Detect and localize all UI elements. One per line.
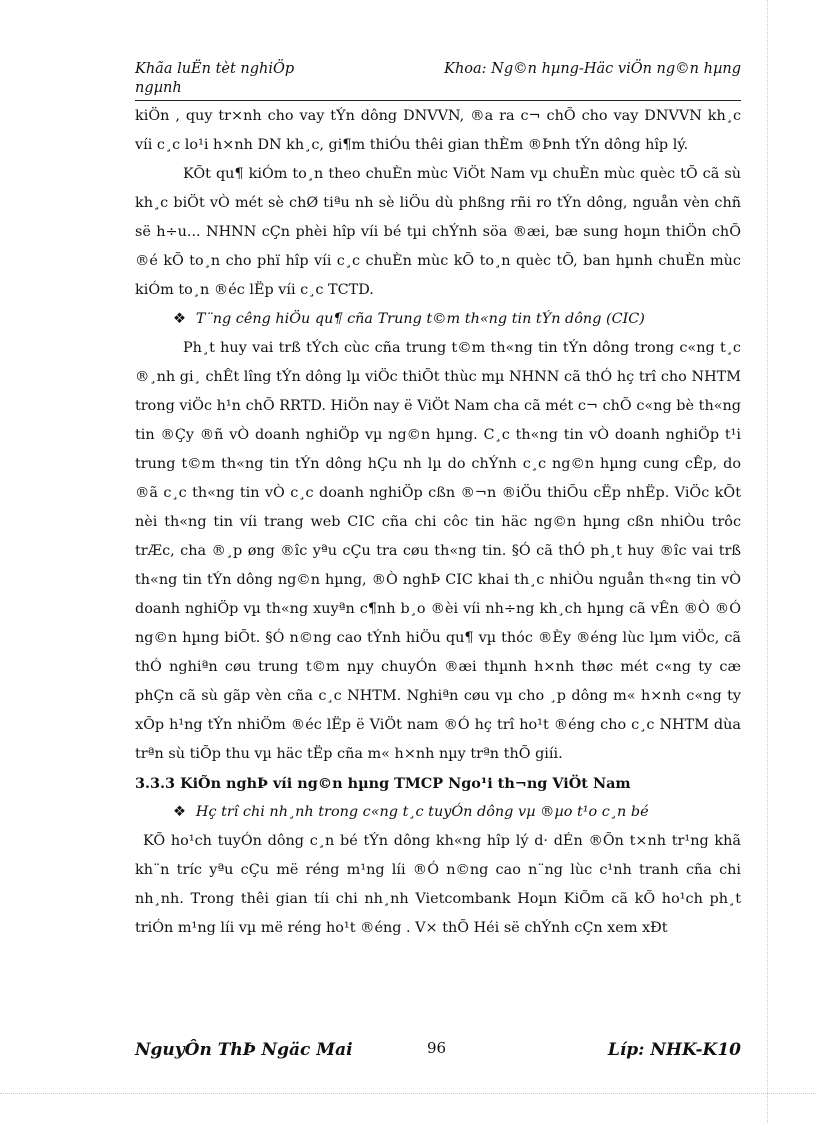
header-faculty: Khoa: Ng©n hµng-Häc viÖn ng©n hµng	[444, 61, 741, 77]
header-thesis-title: Khãa luËn tèt nghiÖp ngµnh	[135, 61, 295, 96]
bullet-heading-cic	[135, 305, 741, 334]
page-margin-line-vertical	[767, 0, 768, 1123]
page-margin-line-horizontal	[0, 1093, 816, 1094]
section-heading: 3.3.3 KiÕn nghÞ víi ng©n hµng TMCP Ngo¹i th¬ng ViÖt Nam	[135, 775, 631, 792]
paragraph-continued: kiÖn , quy tr×nh cho vay tÝn dông DNVVN, ®a ra c¬ chÕ cho vay DNVVN kh¸c víi c¸c lo¹i h×nh DN kh¸c, gi¶m thiÓu thêi gian thÈm ®Þnh tÝn dông hîp lý.	[135, 108, 741, 153]
bullet-heading-cic-text: T¨ng cêng hiÖu qu¶ cña Trung t©m th«ng tin tÝn dông (CIC)	[195, 311, 645, 327]
header-divider	[135, 100, 741, 101]
page-body	[135, 102, 741, 943]
footer-page-number: 96	[427, 1039, 447, 1057]
diamond-bullet-icon: ❖	[173, 311, 186, 327]
diamond-bullet-icon: ❖	[173, 804, 186, 820]
paragraph-audit-standards: KÕt qu¶ kiÓm to¸n theo chuÈn mùc ViÖt Nam vµ chuÈn mùc quèc tÕ cã sù kh¸c biÖt vÒ mét sè chØ tiªu nh sè liÖu dù phßng rñi ro tÝn dông, nguån vèn chñ së h÷u... NHNN cÇn phèi hîp víi bé tµi chÝnh söa ®æi, bæ sung hoµn thiÖn chÕ ®é kÕ to¸n cho phï hîp víi c¸c chuÈn mùc kÕ to¸n quèc tÕ, ban hµnh chuÈn mùc kiÓm to¸n ®éc lËp víi c¸c TCTD.	[135, 166, 741, 298]
footer-author: NguyÔn ThÞ Ngäc Mai	[135, 1040, 353, 1060]
footer-class: Líp: NHK-K10	[607, 1040, 741, 1060]
paragraph-cic: Ph¸t huy vai trß tÝch cùc cña trung t©m th«ng tin tÝn dông trong c«ng t¸c ®¸nh gi¸ chÊt lîng tÝn dông lµ viÖc thiÕt thùc mµ NHNN cã thÓ hç trî cho NHTM trong viÖc h¹n chÕ RRTD. HiÖn nay ë ViÖt Nam cha cã mét c¬ chÕ c«ng bè th«ng tin ®Çy ®ñ vÒ doanh nghiÖp vµ ng©n hµng. C¸c th«ng tin vÒ doanh nghiÖp t¹i trung t©m th«ng tin tÝn dông hÇu nh lµ do chÝnh c¸c ng©n hµng cung cÊp, do ®ã c¸c th«ng tin vÒ c¸c doanh nghiÖp cßn ®¬n ®iÖu thiÕu cËp nhËp. ViÖc kÕt nèi th«ng tin víi trang web CIC cña chi côc tin häc ng©n hµng cßn nhiÒu trôc trÆc, cha ®¸p øng ®îc yªu cÇu tra cøu th«ng tin. §Ó cã thÓ ph¸t huy ®îc vai trß th«ng tin tÝn dông ng©n hµng, ®Ò nghÞ CIC khai th¸c nhiÒu nguån th«ng tin vÒ doanh nghiÖp vµ th«ng xuyªn c¶nh b¸o ®èi víi nh÷ng kh¸ch hµng cã vÊn ®Ò ®Ó ng©n hµng biÕt. §Ó n©ng cao tÝnh hiÖu qu¶ vµ thóc ®Èy ®éng lùc lµm viÖc, cã thÓ nghiªn cøu trung t©m nµy chuyÓn ®æi thµnh h×nh thøc mét c«ng ty cæ phÇn cã sù gãp vèn cña c¸c NHTM. Nghiªn cøu vµ cho ¸p dông m« h×nh c«ng ty xÕp h¹ng tÝn nhiÖm ®éc lËp ë ViÖt nam ®Ó hç trî ho¹t ®éng cho c¸c NHTM dùa trªn sù tiÕp thu vµ häc tËp cña m« h×nh nµy trªn thÕ giíi.	[135, 340, 741, 762]
bullet-heading-training-text: Hç trî chi nh¸nh trong c«ng t¸c tuyÓn dông vµ ®µo t¹o c¸n bé	[195, 804, 649, 820]
bullet-heading-training	[135, 798, 741, 827]
paragraph-recruitment: KÕ ho¹ch tuyÓn dông c¸n bé tÝn dông kh«ng hîp lý d· dÉn ®Õn t×nh tr¹ng khã kh¨n tríc yªu cÇu më réng m¹ng líi ®Ó n©ng cao n¨ng lùc c¹nh tranh cña chi nh¸nh. Trong thêi gian tíi chi nh¸nh Vietcombank Hoµn KiÕm cã kÕ ho¹ch ph¸t triÓn m¹ng líi vµ më réng ho¹t ®éng . V× thÕ Héi së chÝnh cÇn xem xÐt	[135, 833, 741, 936]
